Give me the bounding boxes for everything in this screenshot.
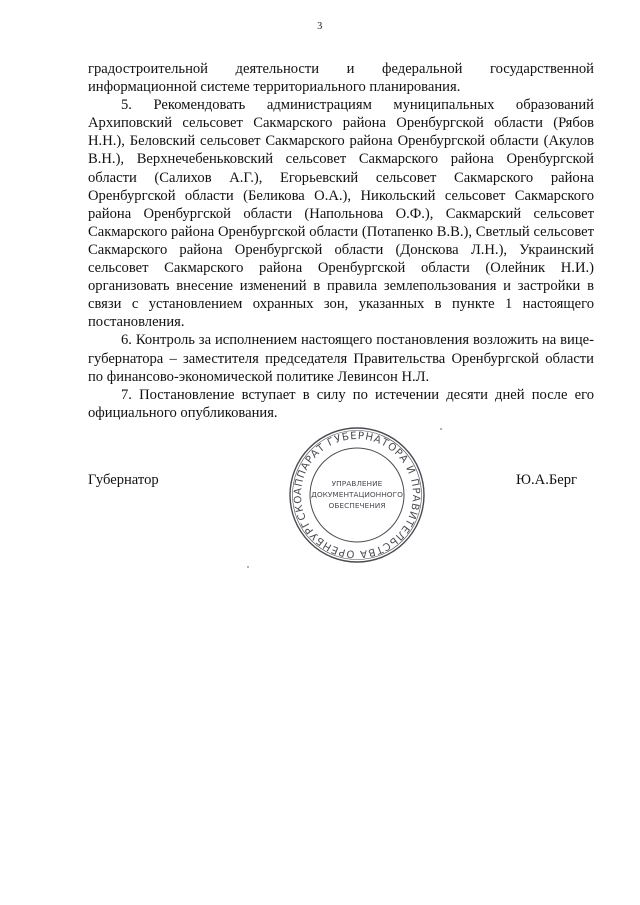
stamp-center-line-2: ДОКУМЕНТАЦИОННОГО: [311, 490, 403, 499]
stamp-center-line-1: УПРАВЛЕНИЕ: [331, 479, 383, 488]
page-number: 3: [317, 21, 323, 32]
stamp-center-line-3: ОБЕСПЕЧЕНИЯ: [328, 501, 386, 510]
stamp-ring-text: АППАРАТ ГУБЕРНАТОРА И ПРАВИТЕЛЬСТВА ОРЕНБУРГСКО: [292, 430, 422, 560]
paragraph-item-5: 5. Рекомендовать администрациям муниципальных образований Архиповский сельсовет Сакмарского района Оренбургской области (Рябов Н.Н.), Беловский сельсовет Сакмарского района Оренбургской области (Акулов В.Н.), Верхнечебеньковский сельсовет Сакмарского района Оренбургской области (Салихов А.Г.), Егорьевский сельсовет Сакмарского района Оренбургской области (Беликова О.А.), Никольский сельсовет Сакмарского района Оренбургской области (Напольнова О.Ф.), Сакмарский сельсовет Сакмарского района Оренбургской области (Потапенко В.В.), Светлый сельсовет Сакмарского района Оренбургской области (Донскова Л.Н.), Украинский сельсовет Сакмарского района Оренбургской области (Олейник Н.И.) организовать внесение изменений в правила землепользования и застройки в связи с установлением охранных зон, указанных в пункте 1 настоящего постановления.: [88, 97, 594, 331]
paragraph-continuation: градостроительной деятельности и федеральной государственной информационной системе территориального планирования.: [88, 61, 594, 96]
paragraph-item-6: 6. Контроль за исполнением настоящего постановления возложить на вице-губернатора – заместителя председателя Правительства Оренбургской области по финансово-экономической политике Левинсон Н.Л.: [88, 332, 594, 385]
paragraph-item-7: 7. Постановление вступает в силу по истечении десяти дней после его официального опубликования.: [88, 386, 594, 421]
official-stamp: [287, 425, 427, 565]
stamp-seal-icon: [287, 425, 427, 565]
document-body: [88, 60, 594, 422]
scan-speck: [440, 428, 442, 430]
signer-title: Губернатор: [88, 472, 159, 488]
signer-name: Ю.А.Берг: [516, 472, 577, 488]
scan-speck: [247, 566, 249, 568]
